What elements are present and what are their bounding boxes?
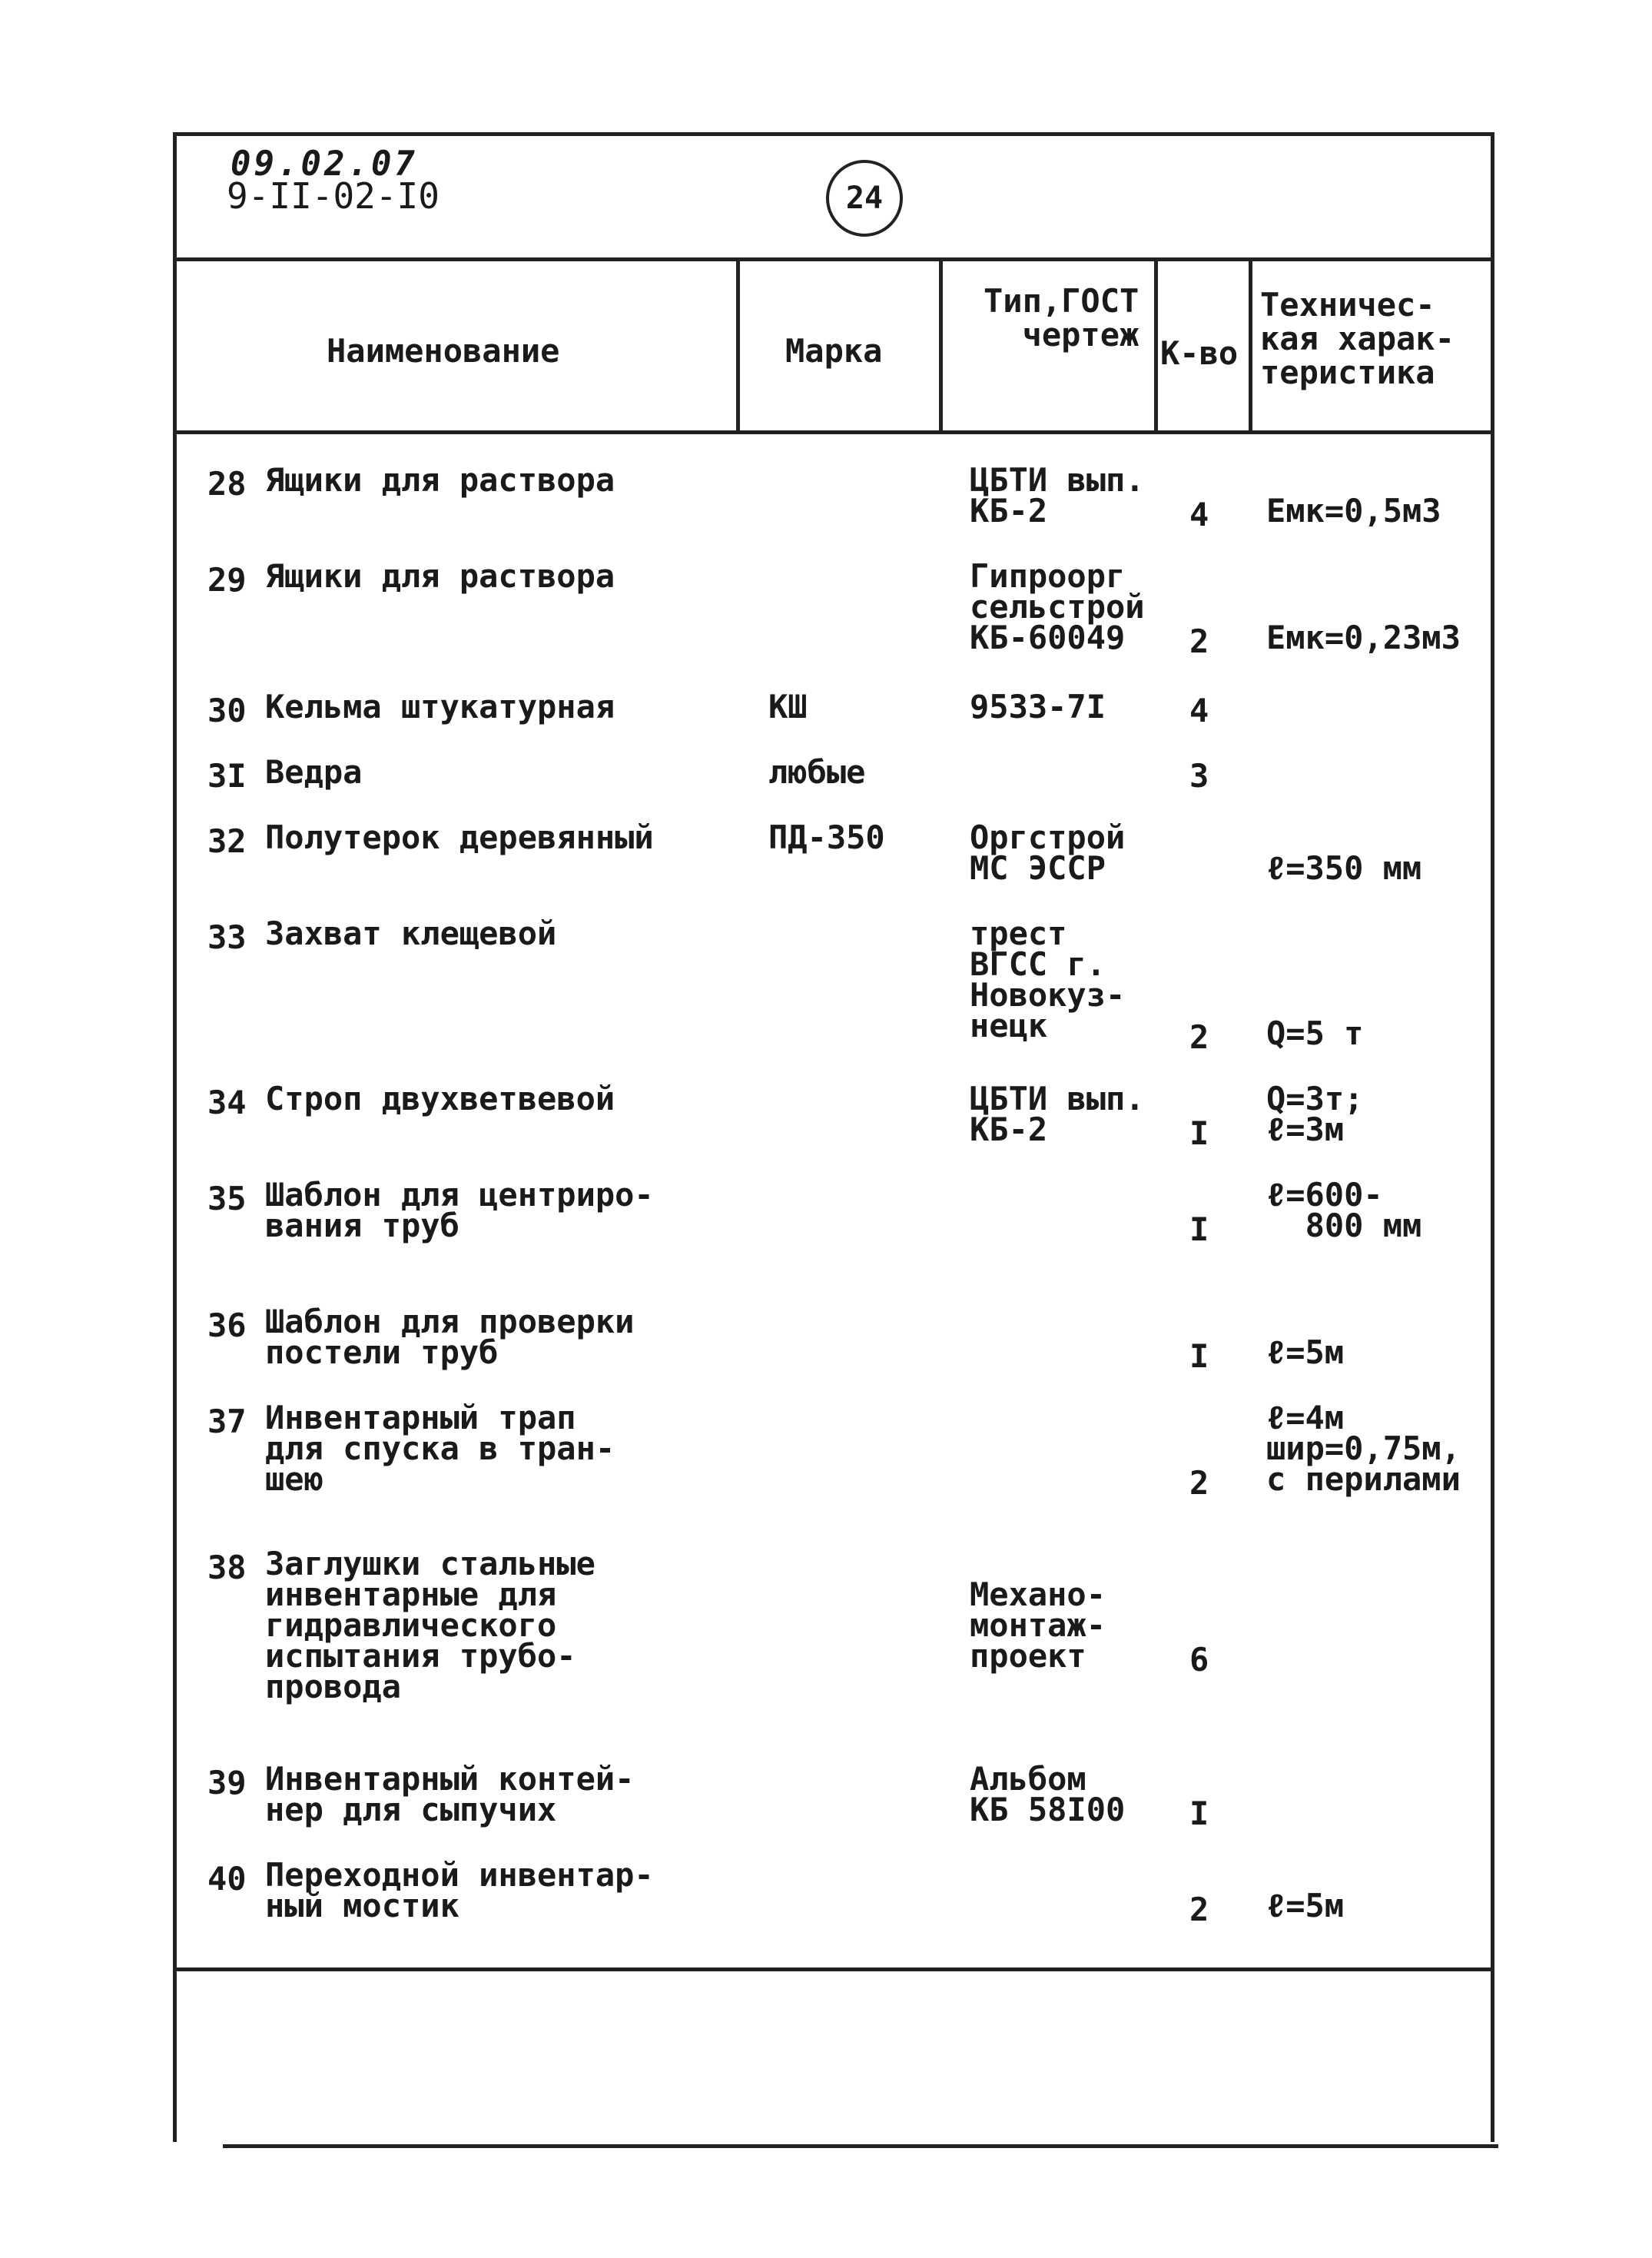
row-tech: Емк=0,5м3 <box>1266 492 1441 530</box>
row-tech: Емк=0,23м3 <box>1266 619 1461 656</box>
row-type: Оргстрой МС ЭССР <box>970 819 1126 887</box>
column-header-tech: Техничес- кая харак- теристика <box>1260 286 1455 391</box>
row-name: Захват клещевой <box>265 915 557 952</box>
row-name: Ящики для раствора <box>265 557 615 595</box>
row-type: ЦБТИ вып. КБ-2 <box>970 461 1145 530</box>
row-qty: 4 <box>1189 692 1209 729</box>
row-qty: 2 <box>1189 623 1209 660</box>
row-qty: 2 <box>1189 1018 1209 1056</box>
bottom-rule <box>223 2144 1498 2148</box>
column-header-mark: Марка <box>785 332 883 370</box>
row-type: Механо- монтаж- проект <box>970 1576 1106 1675</box>
document-code: 9-II-02-I0 <box>227 175 440 217</box>
row-qty: I <box>1189 1795 1209 1832</box>
row-name: Кельма штукатурная <box>265 688 615 726</box>
row-qty: 4 <box>1189 496 1209 533</box>
row-name: Шаблон для центриро- вания труб <box>265 1176 654 1244</box>
document-date: 09.02.07 <box>231 144 418 184</box>
row-mark: любые <box>768 753 866 791</box>
row-mark: КШ <box>768 688 808 726</box>
column-header-divider <box>173 430 1491 434</box>
row-name: Ящики для раствора <box>265 461 615 499</box>
col-divider-3 <box>1154 257 1158 434</box>
row-qty: 2 <box>1189 1891 1209 1928</box>
row-name: Ведра <box>265 753 363 791</box>
row-qty: I <box>1189 1114 1209 1152</box>
row-number: 35 <box>207 1180 247 1217</box>
header-divider <box>173 257 1491 261</box>
row-number: 3I <box>207 757 247 795</box>
row-qty: I <box>1189 1337 1209 1375</box>
row-name: Строп двухветвевой <box>265 1080 615 1117</box>
row-number: 29 <box>207 561 247 599</box>
row-qty: 2 <box>1189 1464 1209 1502</box>
row-tech: ℓ=4м шир=0,75м, с перилами <box>1266 1399 1461 1498</box>
row-name: Инвентарный контей- нер для сыпучих <box>265 1760 635 1828</box>
row-number: 34 <box>207 1084 247 1121</box>
row-type: Гипроорг сельстрой КБ-60049 <box>970 557 1145 656</box>
row-tech: ℓ=5м <box>1266 1333 1345 1371</box>
row-type: трест ВГСС г. Новокуз- нецк <box>970 915 1126 1044</box>
col-divider-2 <box>939 257 943 434</box>
row-number: 30 <box>207 692 247 729</box>
row-name: Заглушки стальные инвентарные для гидравлического испытания трубо- провода <box>265 1545 595 1705</box>
row-mark: ПД-350 <box>768 819 885 856</box>
row-number: 28 <box>207 465 247 503</box>
table-bottom-divider <box>173 1967 1491 1971</box>
row-name: Полутерок деревянный <box>265 819 654 856</box>
row-number: 33 <box>207 918 247 956</box>
row-name: Инвентарный трап для спуска в тран- шею <box>265 1399 615 1498</box>
row-type: ЦБТИ вып. КБ-2 <box>970 1080 1145 1148</box>
row-type: Альбом КБ 58I00 <box>970 1760 1126 1828</box>
row-tech: Q=3т; ℓ=3м <box>1266 1080 1364 1148</box>
row-name: Переходной инвентар- ный мостик <box>265 1856 654 1924</box>
row-number: 37 <box>207 1403 247 1440</box>
row-number: 40 <box>207 1860 247 1898</box>
row-tech: Q=5 т <box>1266 1014 1364 1052</box>
column-header-type: Тип,ГОСТ чертеж <box>984 282 1139 354</box>
row-qty: 3 <box>1189 757 1209 795</box>
row-number: 36 <box>207 1307 247 1344</box>
row-tech: ℓ=350 мм <box>1266 849 1422 887</box>
row-tech: ℓ=5м <box>1266 1887 1345 1924</box>
col-divider-4 <box>1249 257 1252 434</box>
row-number: 38 <box>207 1549 247 1586</box>
column-header-qty: К-во <box>1160 334 1239 372</box>
row-number: 39 <box>207 1764 247 1801</box>
row-name: Шаблон для проверки постели труб <box>265 1303 635 1371</box>
row-tech: ℓ=600- 800 мм <box>1266 1176 1422 1244</box>
page-number: 24 <box>826 160 903 237</box>
row-type: 9533-7I <box>970 688 1106 726</box>
row-number: 32 <box>207 822 247 860</box>
col-divider-1 <box>736 257 740 434</box>
column-header-name: Наименование <box>327 332 560 370</box>
row-qty: 6 <box>1189 1641 1209 1679</box>
row-qty: I <box>1189 1210 1209 1248</box>
